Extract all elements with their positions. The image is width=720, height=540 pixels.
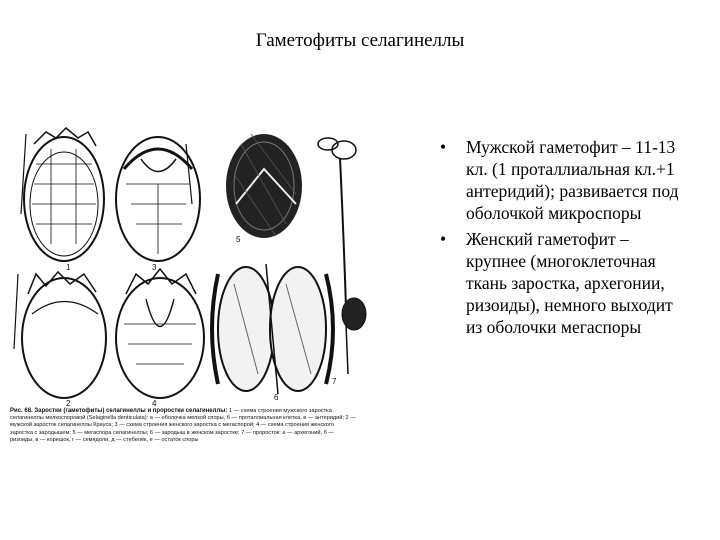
bullet-male-gametophyte	[436, 136, 686, 224]
panel-5-drawing	[226, 134, 302, 238]
panel-4-drawing	[116, 269, 204, 398]
panel-label-1: 1	[66, 263, 71, 272]
bullet-text: Мужской гаметофит – 11-13 кл. (1 проталлиальная кл.+1 антеридий); развивается под оболочкой микроспоры	[466, 137, 679, 223]
panel-label-7: 7	[332, 377, 337, 386]
panel-2-drawing	[14, 272, 106, 398]
bullet-marker: •	[440, 137, 447, 157]
panel-label-6: 6	[274, 393, 279, 402]
bullet-list	[436, 136, 686, 342]
panel-label-5: 5	[236, 235, 241, 244]
bullet-marker: •	[440, 229, 447, 249]
panel-3-drawing	[116, 137, 200, 261]
caption-body: 1 — схема строения мужского заростка селагинеллы мелкоспоровой (Selaginella denticulata): а — оболочка мелкой споры, б — проталлиальная клетка, в — антеридий; 2 — мужской заросток селагинеллы Крауса; 3 — схема строения женского заростка с мегаспорой; 4 — схема строения женского заростка с зародышем; 5 — мегаспора селагинеллы; 6 — зародыш в женском заростке; 7 — проросток: а — архегоний, б — ризоиды, в — корешок, г — семядоли, д — стебелёк, е — остаток споры	[10, 408, 356, 443]
panel-1-drawing	[21, 128, 104, 261]
caption-title: Рис. 68. Заростки (гаметофиты) селагинеллы и проростки селагинеллы:	[10, 408, 228, 414]
panel-6-drawing	[212, 264, 333, 394]
figure-caption	[10, 408, 358, 444]
slide-title: Гаметофиты селагинеллы	[255, 30, 465, 51]
panel-label-3: 3	[152, 263, 157, 272]
bullet-female-gametophyte	[436, 228, 686, 338]
bullet-text: Женский гаметофит – крупнее (многоклеточная ткань заростка, архегонии, ризоиды), немного выходит из оболочки мегаспоры	[466, 229, 673, 337]
panel-label-4: 4	[152, 399, 157, 408]
panel-label-2: 2	[66, 399, 71, 408]
